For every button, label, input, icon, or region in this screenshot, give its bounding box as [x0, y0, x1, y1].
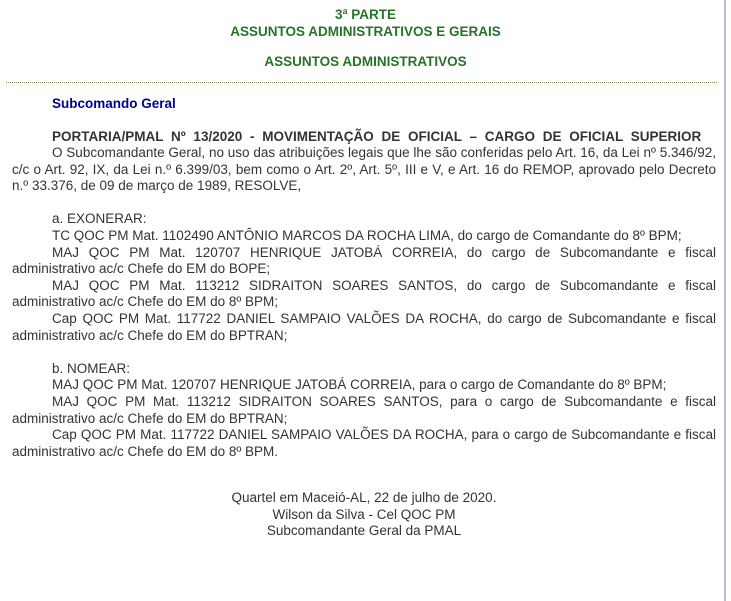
subsection-title: Subcomando Geral — [52, 95, 176, 111]
closing-place-date: Quartel em Maceió-AL, 22 de julho de 2020. — [231, 490, 497, 506]
section-divider — [6, 82, 717, 83]
portaria-title: PORTARIA/PMAL Nº 13/2020 - MOVIMENTAÇÃO DE OFICIAL – CARGO DE OFICIAL SUPERIOR — [52, 128, 702, 144]
part-title: 3ª PARTE — [334, 7, 396, 22]
signature-title: Subcomandante Geral da PMAL — [266, 523, 462, 539]
document-header — [0, 0, 731, 40]
portaria-preamble: O Subcomandante Geral, no uso das atribuições legais que lhe são conferidas pelo Art. 16, da Lei nº 5.346/92, c/c o Art. 92, IX, da Lei n.º 6.399/03, bem como o Art. 2º, Art. 5º, III e V, e Art. 16 do REMOP, aprovado pelo Decreto n.º 33.376, de 09 de março de 1989, RESOLVE, — [12, 145, 716, 194]
exonerar-item: TC QOC PM Mat. 1102490 ANTÔNIO MARCOS DA ROCHA LIMA, do cargo de Comandante do 8º BPM; — [52, 228, 682, 244]
exonerar-item: MAJ QOC PM Mat. 113212 SIDRAITON SOARES SANTOS, do cargo de Subcomandante e fiscal administrativo ac/c Chefe do EM do 8º BPM; — [12, 277, 716, 310]
part-subtitle: ASSUNTOS ADMINISTRATIVOS E GERAIS — [230, 23, 501, 39]
page-edge-line — [724, 0, 726, 601]
nomear-item: MAJ QOC PM Mat. 120707 HENRIQUE JATOBÁ CORREIA, para o cargo de Comandante do 8º BPM; — [52, 377, 667, 393]
exonerar-item: MAJ QOC PM Mat. 120707 HENRIQUE JATOBÁ CORREIA, do cargo de Subcomandante e fiscal administrativo ac/c Chefe do EM do BOPE; — [12, 244, 716, 277]
exonerar-item: Cap QOC PM Mat. 117722 DANIEL SAMPAIO VALÕES DA ROCHA, do cargo de Subcomandante e fiscal administrativo ac/c Chefe do EM do BPTRAN; — [12, 311, 716, 343]
document-body — [0, 96, 731, 541]
signature-name: Wilson da Silva - Cel QOC PM — [272, 506, 456, 522]
closing-block — [12, 490, 716, 540]
nomear-heading: b. NOMEAR: — [52, 360, 131, 376]
section-title: ASSUNTOS ADMINISTRATIVOS — [264, 54, 467, 69]
nomear-item: Cap QOC PM Mat. 117722 DANIEL SAMPAIO VALÕES DA ROCHA, para o cargo de Subcomandante e fiscal administrativo ac/c Chefe do EM do 8º BPM. — [12, 427, 716, 459]
exonerar-heading: a. EXONERAR: — [52, 211, 147, 227]
nomear-item: MAJ QOC PM Mat. 113212 SIDRAITON SOARES SANTOS, para o cargo de Subcomandante e fiscal administrativo ac/c Chefe do EM do BPTRAN; — [12, 393, 716, 426]
